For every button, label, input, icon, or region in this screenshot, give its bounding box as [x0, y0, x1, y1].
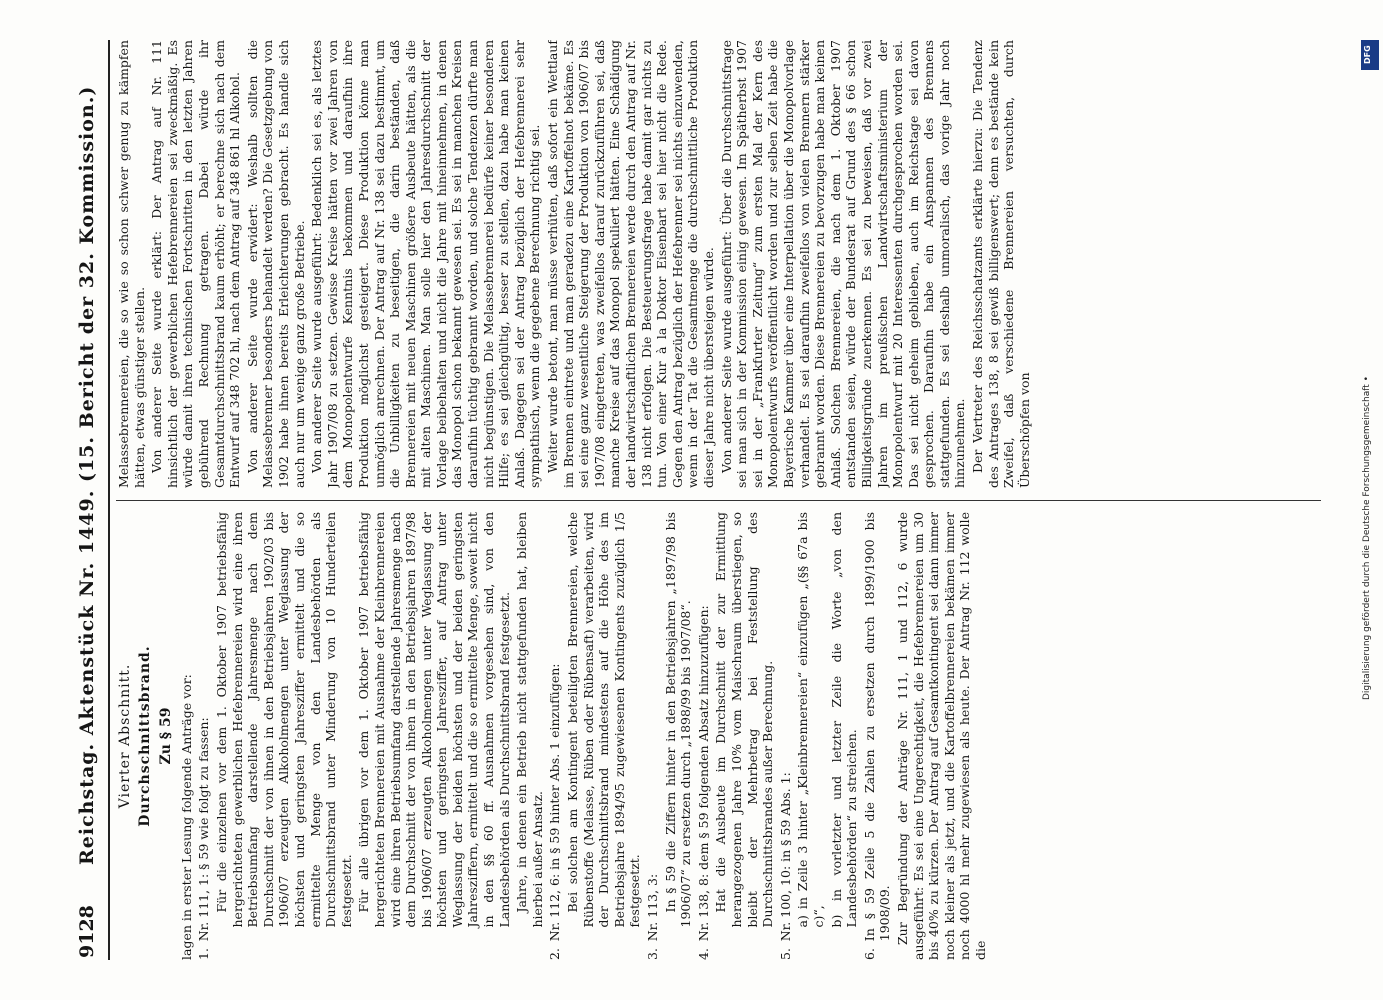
- body-paragraph: Von anderer Seite wurde ausgeführt: Bedenklich sei es, als letztes Jahr 1907/08 zu setzen. Gewisse Kreise hätten vor zwei Jahren von dem Monopolentwurfe Kenntnis bekommen und daraufhin ihre Produktion möglichst gesteigert. Diese Produktion könne man unmöglich anrechnen. Der Antrag auf Nr. 138 sei dazu bestimmt, um die Unbilligkeiten zu beseitigen, die darin beständen, daß Brennereien mit neuen Maschinen größere Ausbeute hätten, als die mit alten Maschinen. Man solle hier den Jahresdurchschnitt der Vorlage beibehalten und nicht die Jahre mit hineinnehmen, in denen das Monopol schon bekannt gewesen sei. Es sei in manchen Kreisen daraufhin tüchtig gebrannt worden, und solche Tendenzen dürfte man nicht begünstigen. Die Melassebrennerei bedürfe keiner besonderen Hilfe; es sei gleichgültig, besser zu stellen, dazu habe man keinen Anlaß. Dagegen sei der Antrag bezüglich der Hefebrennerei sehr sympathisch, wenn die gegebene Berechnung richtig sei.: [309, 40, 543, 488]
- body-paragraph: Weiter wurde betont, man müsse verhüten, daß sofort ein Wettlauf im Brennen eintrete und man geradezu eine Kartoffelnot bekäme. Es sei eine ganz wesentliche Steigerung der Produktion von 1906/07 bis 1907/08 eingetreten, was zweifellos darauf zurückzuführen sei, daß manche Kreise auf das Monopol spekuliert hätten. Eine Schädigung der landwirtschaftlichen Brennereien werde durch den Antrag auf Nr. 138 nicht erfolgen. Die Besteuerungsfrage habe damit gar nichts zu tun. Von einer Kur à la Doktor Eisenbart sei hier nicht die Rede. Gegen den Antrag bezüglich der Hefebrenner sei nichts einzuwenden, wenn in der Tat die Gesamtmenge die durchschnittliche Produktion dieser Jahre nicht übersteigen würde.: [545, 40, 716, 488]
- motion-text: Für alle übrigen vor dem 1. Oktober 1907 betriebsfähig hergerichteten Brennereien mit Ausnahme der Kleinbrennereien wird eine ihren Betriebsumfang darstellende Jahresmenge nach dem Durchschnitt der von ihnen in den Betriebsjahren 1897/98 bis 1906/07 erzeugten Alkoholmengen unter Weglassung der höchsten und geringsten Jahresziffer, auf Antrag unter Weglassung der beiden höchsten und der beiden geringsten Jahresziffern, ermittelt und die so ermittelte Menge, soweit nicht in den §§ 60 ff. Ausnahmen vorgesehen sind, von den Landesbehörden als Durchschnittsbrand festgesetzt.: [356, 512, 512, 928]
- motion-text: In § 59 die Ziffern hinter in den Betriebsjahren „1897/98 bis 1906/07“ zu ersetzen durch „1898/99 bis 1907/08“.: [662, 512, 694, 928]
- paragraph-heading: [159, 512, 175, 960]
- motion-text: Bei solchen am Kontingent beteiligten Brennereien, welche Rübenstoffe (Melasse, Rüben oder Rübensaft) verarbeiten, wird der Durchschnittsbrand mindestens auf die Höhe des im Betriebsjahre 1894/95 zugewiesenen Kontingents zuzüglich 1/5 festgesetzt.: [565, 512, 643, 928]
- motion-item: 4.Nr. 138, 8: dem § 59 folgenden Absatz hinzuzufügen:: [695, 605, 711, 960]
- motion-item: 6.In § 59 Zeile 5 die Zahlen zu ersetzen durch 1899/1900 bis 1908/09.: [861, 512, 893, 960]
- body-paragraph: Von anderer Seite wurde erklärt: Der Antrag auf Nr. 111 hinsichtlich der gewerblichen Hefebrennereien sei zweckmäßig. Es würde damit ihren technischen Fortschritten in den letzten Jahren gebührend Rechnung getragen. Dabei würde ihr Gesamtdurchschnittsbrand kaum erhöht; er berechne sich nach dem Entwurf auf 348 702 hl, nach dem Antrag auf 348 861 hl Alkohol.: [149, 40, 243, 488]
- motion-item: 2.Nr. 112, 6: in § 59 hinter Abs. 1 einzufügen:: [547, 663, 563, 960]
- body-paragraph: Der Vertreter des Reichsschatzamts erklärte hierzu: Die Tendenz des Antrages 138, 8 sei gewiß billigenswert; denn es bestände kein Zweifel, daß verschiedene Brennereien versuchten, durch Überschöpfen von: [970, 40, 1032, 488]
- zu-label: Zu: [158, 744, 175, 765]
- motion-text: a) in Zeile 3 hinter „Kleinbrennereien“ einzufügen „(§§ 67a bis c)“,: [795, 512, 826, 928]
- motion-item: 1.Nr. 111, 1: § 59 wie folgt zu fassen:: [196, 717, 212, 960]
- intro-text: lagen in erster Lesung folgende Anträge vor:: [178, 674, 194, 960]
- page-header: [70, 40, 110, 960]
- page-title: Reichstag. Aktenstück Nr. 1449. (15. Bericht der 32. Kommission.): [76, 85, 98, 865]
- dfg-logo: DFG: [1361, 40, 1379, 70]
- digitization-credit: Digitalisierung gefördert durch die Deutsche Forschungsgemeinschaft •: [1362, 376, 1372, 700]
- closing-text: Zur Begründung der Anträge Nr. 111, 1 und 112, 6 wurde ausgeführt: Es sei eine Ungerechtigkeit, die Hefebrennereien um 30 bis 40% zu kürzen. Der Antrag auf Gesamtkontingent sei dann immer noch kleiner als jetzt, und die Kartoffelbrennereien bekämen immer noch 4000 hl mehr zugewiesen als heute. Der Antrag Nr. 112 wolle die: [894, 512, 988, 960]
- motion-item: 3.Nr. 113, 3:: [645, 873, 660, 960]
- body-paragraph: Von anderer Seite wurde erwidert: Weshalb sollten die Melassebrenner besonders behandelt werden? Die Gesetzgebung von 1902 habe ihnen bereits Erleichterungen gebracht. Es handle sich auch nur um wenige ganz große Betriebe.: [244, 40, 307, 488]
- right-column: [116, 40, 1321, 488]
- column-divider: [116, 500, 1321, 501]
- header-rule: [108, 40, 110, 960]
- motion-text: b) in vorletzter und letzter Zeile die Worte „von den Landesbehörden“ zu streichen.: [828, 512, 860, 928]
- section-subtitle: Durchschnittsbrand.: [136, 645, 153, 827]
- section-title: Vierter Abschnitt.: [117, 663, 133, 809]
- document-page: [70, 40, 1330, 960]
- paragraph-number: § 59: [158, 707, 175, 740]
- motion-text: Jahre, in denen ein Betrieb nicht stattgefunden hat, bleiben hierbei außer Ansatz.: [514, 512, 545, 928]
- motion-text: Hat die Ausbeute im Durchschnitt der zur Ermittlung herangezogenen Jahre 10% vom Maischraum überstiegen, so bleibt der Mehrbetrag bei Feststellung des Durchschnittsbrandes außer Berechnung.: [713, 512, 776, 928]
- left-column: [116, 512, 1321, 960]
- body-paragraph: Von anderer Seite wurde ausgeführt: Über die Durchschnittsfrage sei man sich in der Kommission einig gewesen. Im Spätherbst 1907 sei in der „Frankfurter Zeitung“ zum ersten Mal der Kern des Monopolentwurfs veröffentlicht worden und zur selben Zeit habe die Bayerische Kammer über eine Interpellation über die Monopolvorlage verhandelt. Es sei daraufhin zweifellos von vielen Brennern stärker gebrannt worden. Diese Brennereien zu bevorzugen habe man keinen Anlaß. Solchen Brennereien, die nach dem 1. Oktober 1907 entstanden seien, würde der Bundesrat auf Grund des § 66 schon Billigkeitsgründe zuerkennen. Es sei zu beweisen, daß vor zwei Jahren im preußischen Landwirtschaftsministerium der Monopolentwurf mit 20 Interessenten durchgesprochen worden sei. Das sei nicht geheim geblieben, auch im Reichstage sei davon gesprochen. Daraufhin habe ein Anspannen des Brennens stattgefunden. Es sei deshalb unmoralisch, das vorige Jahr noch hinzunehmen.: [718, 40, 968, 488]
- page-number: 9128: [76, 905, 98, 958]
- motion-text: Für die einzelnen vor dem 1. Oktober 1907 betriebsfähig hergerichteten gewerblichen Hefebrennereien wird eine ihren Betriebsumfang darstellende Jahresmenge nach dem Durchschnitt der von ihnen in den Betriebsjahren 1902/03 bis 1906/07 erzeugten Alkoholmengen unter Weglassung der höchsten und geringsten Jahresziffer ermittelt und die so ermittelte Menge von den Landesbehörden als Durchschnittsbrand unter Minderung von 10 Hunderteilen festgesetzt.: [213, 512, 354, 928]
- motion-item: 5.Nr. 100, 10: in § 59 Abs. 1:: [777, 772, 793, 960]
- body-paragraph: Melassebrennereien, die so wie so schon schwer genug zu kämpfen hätten, etwas günstiger stellen.: [116, 40, 147, 488]
